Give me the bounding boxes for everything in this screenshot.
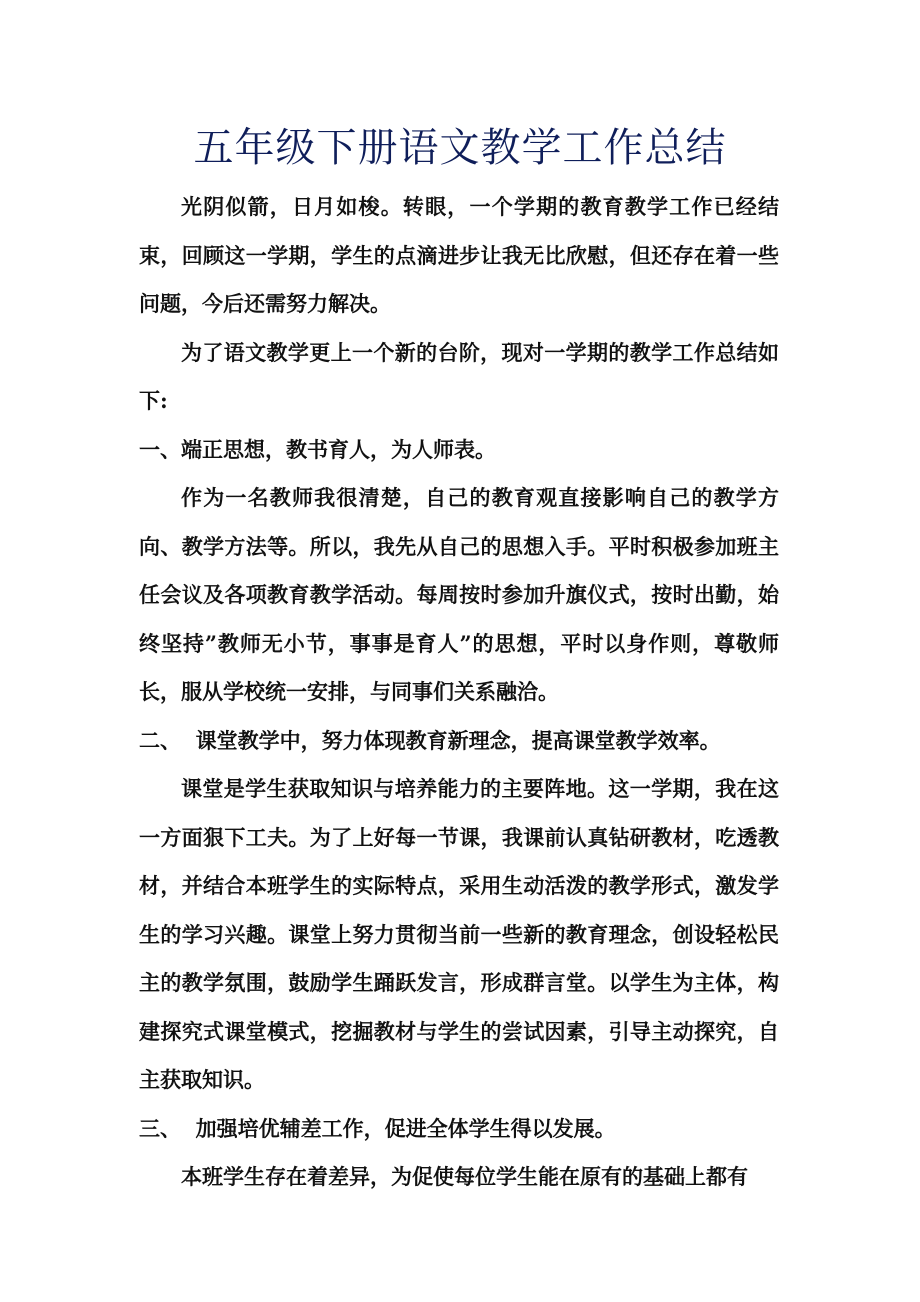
document-title: 五年级下册语文教学工作总结 [193,125,727,171]
paragraph-section-2: 课堂是学生获取知识与培养能力的主要阵地。这一学期，我在这一方面狠下工夫。为了上好每一节课，我课前认真钻研教材，吃透教材，并结合本班学生的实际特点，采用生动活泼的教学形式，激发学生的学习兴趣。课堂上努力贯彻当前一些新的教育理念，创设轻松民主的教学氛围，鼓励学生踊跃发言，形成群言堂。以学生为主体，构建探究式课堂模式，挖掘教材与学生的尝试因素，引导主动探究，自主获取知识。 [139,776,779,1092]
paragraph-summary-lead: 为了语文教学更上一个新的台阶，现对一学期的教学工作总结如下: [139,339,779,413]
section-heading-2: 二、 课堂教学中，努力体现教育新理念，提高课堂教学效率。 [139,727,721,753]
section-heading-3: 三、 加强培优辅差工作，促进全体学生得以发展。 [139,1115,616,1141]
section-heading-1: 一、端正思想，教书育人，为人师表。 [139,436,496,462]
document-body [139,183,779,1202]
paragraph-section-3: 本班学生存在着差异，为促使每位学生能在原有的基础上都有 [181,1164,748,1189]
paragraph-intro: 光阴似箭，日月如梭。转眼，一个学期的教育教学工作已经结束，回顾这一学期，学生的点滴进步让我无比欣慰，但还存在着一些问题，今后还需努力解决。 [139,194,779,316]
paragraph-section-1: 作为一名教师我很清楚，自己的教育观直接影响自己的教学方向、教学方法等。所以，我先从自己的思想入手。平时积极参加班主任会议及各项教育教学活动。每周按时参加升旗仪式，按时出勤，始终坚持”教师无小节，事事是育人”的思想，平时以身作则，尊敬师长，服从学校统一安排，与同事们关系融洽。 [139,485,779,704]
